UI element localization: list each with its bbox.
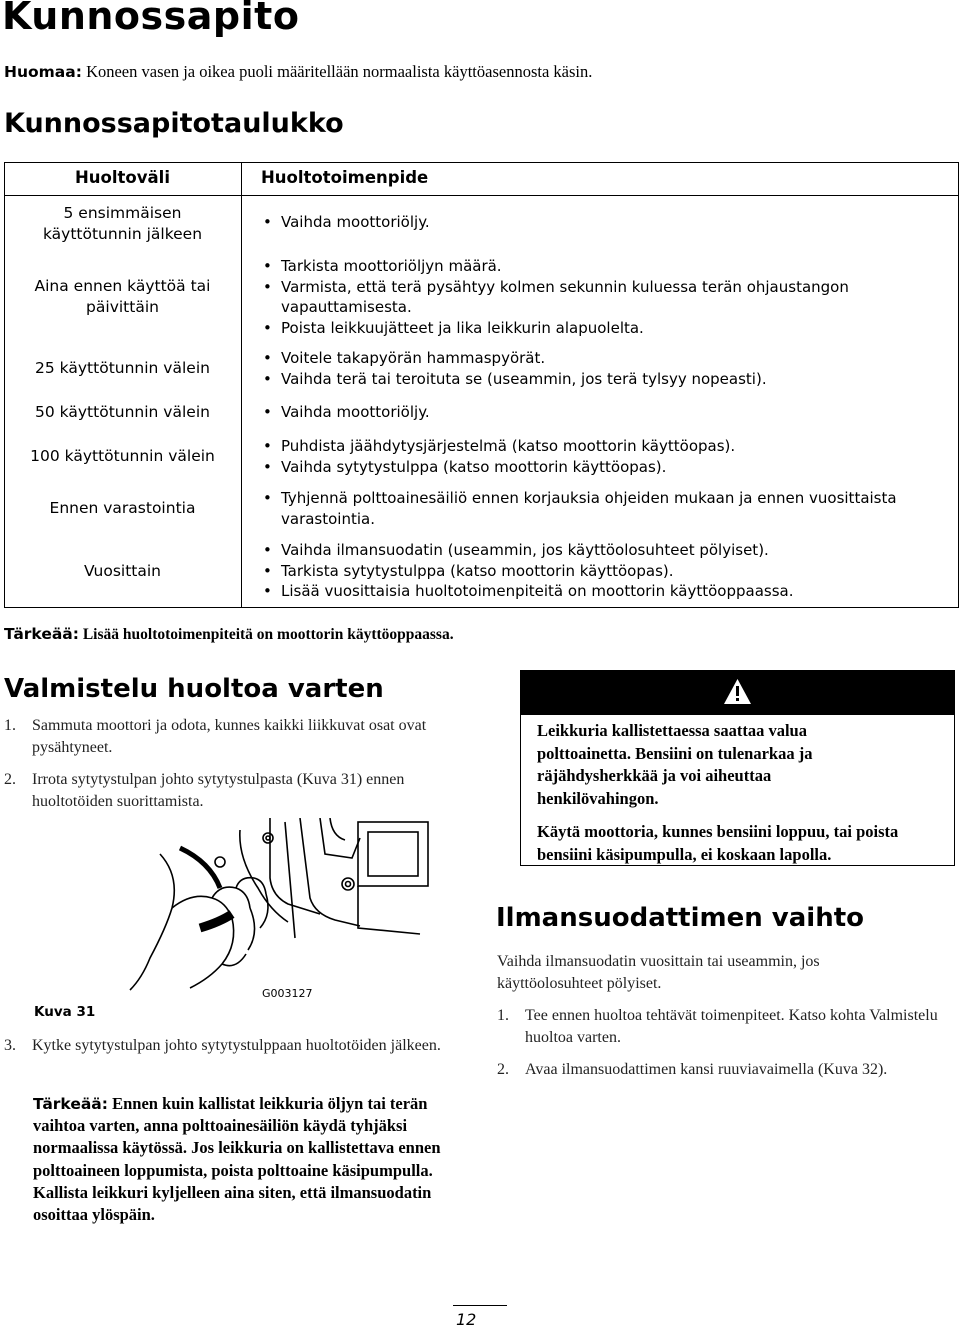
task-item: • Vaihda moottoriöljy. [260, 402, 950, 423]
step-text: Kytke sytytystulpan johto sytytystulppaan huoltotöiden jälkeen. [32, 1037, 441, 1054]
table-row-interval: 5 ensimmäisen käyttötunnin jälkeen [42, 204, 203, 243]
note-text: Koneen vasen ja oikea puoli määritellään normaalista käyttöasennosta käsin. [86, 62, 593, 81]
header-task: Huoltotoimenpide [261, 168, 429, 187]
step-text: Sammuta moottori ja odota, kunnes kaikki liikkuvat osat ovat pysähtyneet. [32, 717, 427, 756]
task-item: • Vaihda moottoriöljy. [260, 212, 950, 233]
important-text: Lisää huoltotoimenpiteitä on moottorin käyttöoppaassa. [82, 626, 454, 643]
table-row-interval: Ennen varastointia [49, 499, 196, 517]
task-item: • Tyhjennä polttoainesäiliö ennen korjauksia ohjeiden mukaan ja ennen vuosittaista varastointia. [260, 488, 950, 529]
task-item: • Poista leikkuujätteet ja lika leikkurin alapuolelta. [260, 318, 950, 339]
air-filter-step [497, 1059, 957, 1081]
spark-plug-illustration [120, 818, 460, 998]
step-number: 3. [4, 1037, 16, 1054]
warning-header [520, 670, 955, 715]
step-text: Tee ennen huoltoa tehtävät toimenpiteet. Katso kohta Valmistelu huoltoa varten. [525, 1007, 938, 1046]
step-number: 1. [4, 717, 16, 734]
note [4, 62, 592, 82]
page-number: 12 [456, 1310, 477, 1329]
prep-steps [4, 715, 449, 823]
header-interval: Huoltoväli [75, 168, 170, 187]
note-label: Huomaa: [4, 63, 82, 81]
page-number-rule [453, 1305, 507, 1306]
task-item: • Lisää vuosittaisia huoltotoimenpiteitä on moottorin käyttöoppaassa. [260, 581, 950, 602]
table-title: Kunnossapitotaulukko [4, 108, 344, 139]
table-row-interval: 25 käyttötunnin välein [35, 359, 210, 377]
task-item: • Vaihda sytytystulppa (katso moottorin käyttöopas). [260, 457, 950, 478]
table-row-interval: Vuosittain [83, 562, 162, 580]
important-text: Ennen kuin kallistat leikkuria öljyn tai terän vaihtoa varten, anna polttoainesäiliön käydä tyhjäksi normaalissa käytössä. Jos leikkuria on kallistettava ennen polttoaineen loppumista, poista polttoaine käsipumpulla. Kallista leikkuri kyljelleen aina siten, että ilmansuodatin osoittaa ylöspäin. [33, 1094, 441, 1225]
figure-caption: Kuva 31 [34, 1004, 96, 1020]
task-item: • Tarkista sytytystulppa (katso moottorin käyttöopas). [260, 561, 950, 582]
table-header-divider [4, 195, 959, 196]
table-row-tasks [260, 402, 950, 423]
table-row-tasks [260, 436, 950, 477]
important-label: Tärkeää: [4, 625, 79, 643]
prep-step [4, 715, 449, 758]
warning-text-1: Leikkuria kallistettaessa saattaa valua polttoainetta. Bensiini on tulenarkaa ja räjähdysherkkää ja voi aiheuttaa henkilövahingon. [537, 721, 813, 808]
table-row-tasks [260, 256, 950, 338]
task-item: • Tarkista moottoriöljyn määrä. [260, 256, 950, 277]
important-note-2 [33, 1093, 473, 1226]
table-row-interval: 50 käyttötunnin välein [35, 403, 210, 421]
prep-step [4, 769, 449, 812]
page-title: Kunnossapito [2, 0, 300, 38]
table-border-right [958, 162, 959, 608]
step-text: Irrota sytytystulpan johto sytytystulpasta (Kuva 31) ennen huoltotöiden suorittamista. [32, 771, 405, 810]
air-filter-intro: Vaihda ilmansuodatin vuosittain tai useammin, jos käyttöolosuhteet pölyiset. [497, 953, 820, 992]
task-item: • Varmista, että terä pysähtyy kolmen sekunnin kuluessa terän ohjaustangon vapauttamisesta. [260, 277, 950, 318]
air-filter-heading: Ilmansuodattimen vaihto [496, 903, 864, 933]
table-row-tasks [260, 212, 950, 233]
task-item: • Vaihda ilmansuodatin (useammin, jos käyttöolosuhteet pölyiset). [260, 540, 950, 561]
table-row-interval: Aina ennen käyttöä tai päivittäin [34, 277, 211, 316]
step-text: Avaa ilmansuodattimen kansi ruuviavaimella (Kuva 32). [525, 1061, 888, 1078]
table-border-top [4, 162, 959, 163]
table-row-tasks [260, 348, 950, 389]
maintenance-table [4, 162, 960, 609]
step-number: 2. [497, 1061, 509, 1078]
task-item: • Vaihda terä tai teroituta se (useammin, jos terä tylsyy nopeasti). [260, 369, 950, 390]
air-filter-steps [497, 1005, 957, 1092]
air-filter-step [497, 1005, 957, 1048]
step-number: 1. [497, 1007, 509, 1024]
prep-step [4, 1035, 464, 1057]
table-border-bottom [4, 607, 959, 608]
important-note-1 [4, 625, 454, 644]
important-label: Tärkeää: [33, 1095, 108, 1113]
figure-code: G003127 [262, 987, 313, 1000]
task-item: • Puhdista jäähdytysjärjestelmä (katso moottorin käyttöopas). [260, 436, 950, 457]
table-row-interval: 100 käyttötunnin välein [30, 447, 215, 465]
warning-box [520, 715, 955, 866]
warning-text-2: Käytä moottoria, kunnes bensiini loppuu, tai poista bensiini käsipumpulla, ei koskaan lapolla. [537, 822, 899, 864]
step-number: 2. [4, 771, 16, 788]
table-column-divider [241, 162, 242, 608]
prep-heading: Valmistelu huoltoa varten [4, 674, 384, 704]
prep-step-3 [4, 1035, 464, 1068]
warning-triangle-icon [520, 670, 955, 715]
table-row-tasks [260, 540, 950, 602]
task-item: • Voitele takapyörän hammaspyörät. [260, 348, 950, 369]
table-row-tasks [260, 488, 950, 529]
